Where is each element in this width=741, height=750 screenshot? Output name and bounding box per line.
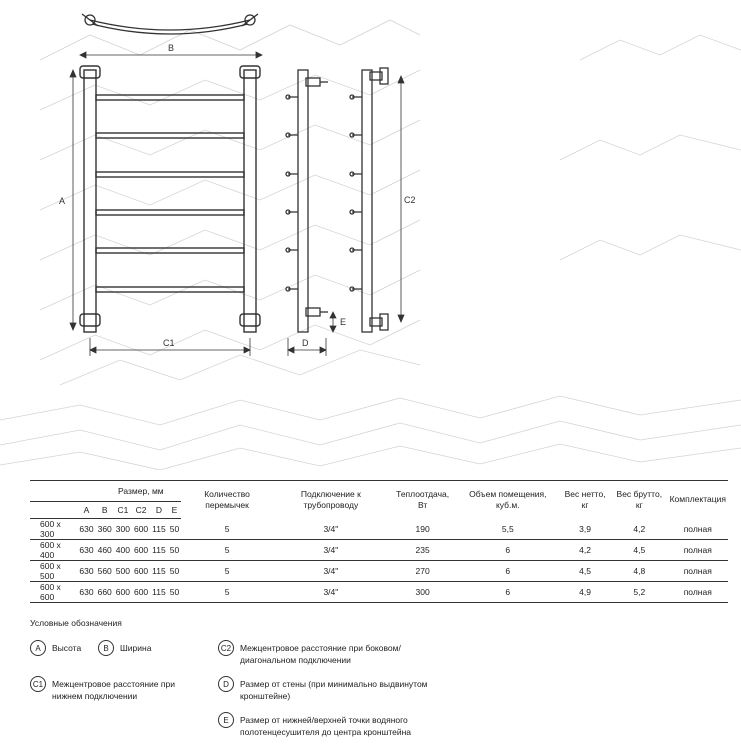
cell-e: 50 [168,582,181,603]
col-b: B [96,502,114,519]
cell-kit: полная [668,540,728,561]
cell-a: 630 [77,582,95,603]
legend-badge-b: B [98,640,114,656]
cell-volume: 6 [456,561,559,582]
cell-gross: 4,5 [611,540,668,561]
cell-heat: 300 [389,582,457,603]
cell-volume: 6 [456,540,559,561]
col-connection: Подключение к трубопроводу [273,481,389,519]
spec-table [30,480,728,603]
cell-gross: 5,2 [611,582,668,603]
cell-gross: 4,2 [611,519,668,540]
cell-size: 600 x 600 [30,582,77,603]
cell-c2: 600 [132,561,150,582]
cell-c1: 400 [114,540,132,561]
cell-connection: 3/4" [273,519,389,540]
col-count: Количество перемычек [181,481,273,519]
cell-d: 115 [150,540,168,561]
cell-net: 4,5 [559,561,611,582]
cell-net: 4,9 [559,582,611,603]
dim-group-header: Размер, мм [30,481,181,502]
cell-d: 115 [150,519,168,540]
cell-c2: 600 [132,582,150,603]
table-row [30,540,728,561]
cell-d: 115 [150,561,168,582]
dim-label-e: E [340,317,347,327]
legend-text-d: Размер от стены (при минимально выдвинутом кронштейне) [240,679,428,701]
cell-count: 5 [181,582,273,603]
dim-label-d: D [302,338,309,348]
cell-e: 50 [168,561,181,582]
legend-item-c1 [30,676,200,702]
cell-size: 600 x 300 [30,519,77,540]
legend-text-c1: Межцентровое расстояние при нижнем подключении [52,679,175,701]
cell-net: 3,9 [559,519,611,540]
legend-badge-c2: C2 [218,640,234,656]
cell-heat: 235 [389,540,457,561]
cell-b: 460 [96,540,114,561]
cell-gross: 4,8 [611,561,668,582]
legend-text-b: Ширина [120,643,152,653]
col-e: E [168,502,181,519]
side-view-right [350,68,388,332]
front-view [80,66,260,332]
col-volume: Объем помещения, куб.м. [456,481,559,519]
dim-label-b: B [168,43,175,53]
dimension-a [70,70,76,330]
cell-count: 5 [181,519,273,540]
col-size [30,502,77,519]
legend-badge-d: D [218,676,234,692]
col-a: A [77,502,95,519]
legend-title: Условные обозначения [30,618,122,628]
col-c1: C1 [114,502,132,519]
col-kit: Комплектация [668,481,728,519]
cell-d: 115 [150,582,168,603]
cell-c2: 600 [132,540,150,561]
dim-label-c2: C2 [404,195,416,205]
table-header-row [30,481,728,502]
dim-label-c1: C1 [163,338,175,348]
top-view [82,14,258,34]
cell-count: 5 [181,540,273,561]
legend-text-e: Размер от нижней/верхней точки водяного полотенцесушителя до центра кронштейна [240,715,412,737]
col-net: Вес нетто, кг [559,481,611,519]
cell-a: 630 [77,519,95,540]
table-row [30,582,728,603]
cell-kit: полная [668,561,728,582]
cell-c2: 600 [132,519,150,540]
legend-item-d [218,676,428,702]
legend-item-b [98,640,151,656]
cell-heat: 190 [389,519,457,540]
cell-heat: 270 [389,561,457,582]
cell-b: 560 [96,561,114,582]
dim-label-a: A [59,196,66,206]
cell-volume: 6 [456,582,559,603]
legend-badge-e: E [218,712,234,728]
legend-text-a: Высота [52,643,82,653]
col-c2: C2 [132,502,150,519]
table-row [30,561,728,582]
cell-size: 600 x 500 [30,561,77,582]
cell-connection: 3/4" [273,561,389,582]
col-gross: Вес брутто, кг [611,481,668,519]
legend-item-e [218,712,428,738]
col-heat: Теплоотдача, Вт [389,481,457,519]
legend [30,618,430,748]
cell-connection: 3/4" [273,540,389,561]
legend-badge-a: A [30,640,46,656]
cell-size: 600 x 400 [30,540,77,561]
legend-item-a [30,640,81,656]
legend-badge-c1: C1 [30,676,46,692]
cell-e: 50 [168,519,181,540]
table-row [30,519,728,540]
background-hatching [0,20,741,470]
col-d: D [150,502,168,519]
cell-count: 5 [181,561,273,582]
cell-connection: 3/4" [273,582,389,603]
cell-c1: 600 [114,582,132,603]
cell-net: 4,2 [559,540,611,561]
cell-a: 630 [77,561,95,582]
cell-c1: 500 [114,561,132,582]
cell-c1: 300 [114,519,132,540]
legend-item-c2 [218,640,428,666]
cell-b: 360 [96,519,114,540]
cell-a: 630 [77,540,95,561]
cell-e: 50 [168,540,181,561]
dimension-e [330,312,336,332]
cell-volume: 5,5 [456,519,559,540]
cell-kit: полная [668,582,728,603]
legend-text-c2: Межцентровое расстояние при боковом/диагональном подключении [240,643,401,665]
side-view-left [286,70,328,332]
cell-kit: полная [668,519,728,540]
cell-b: 660 [96,582,114,603]
